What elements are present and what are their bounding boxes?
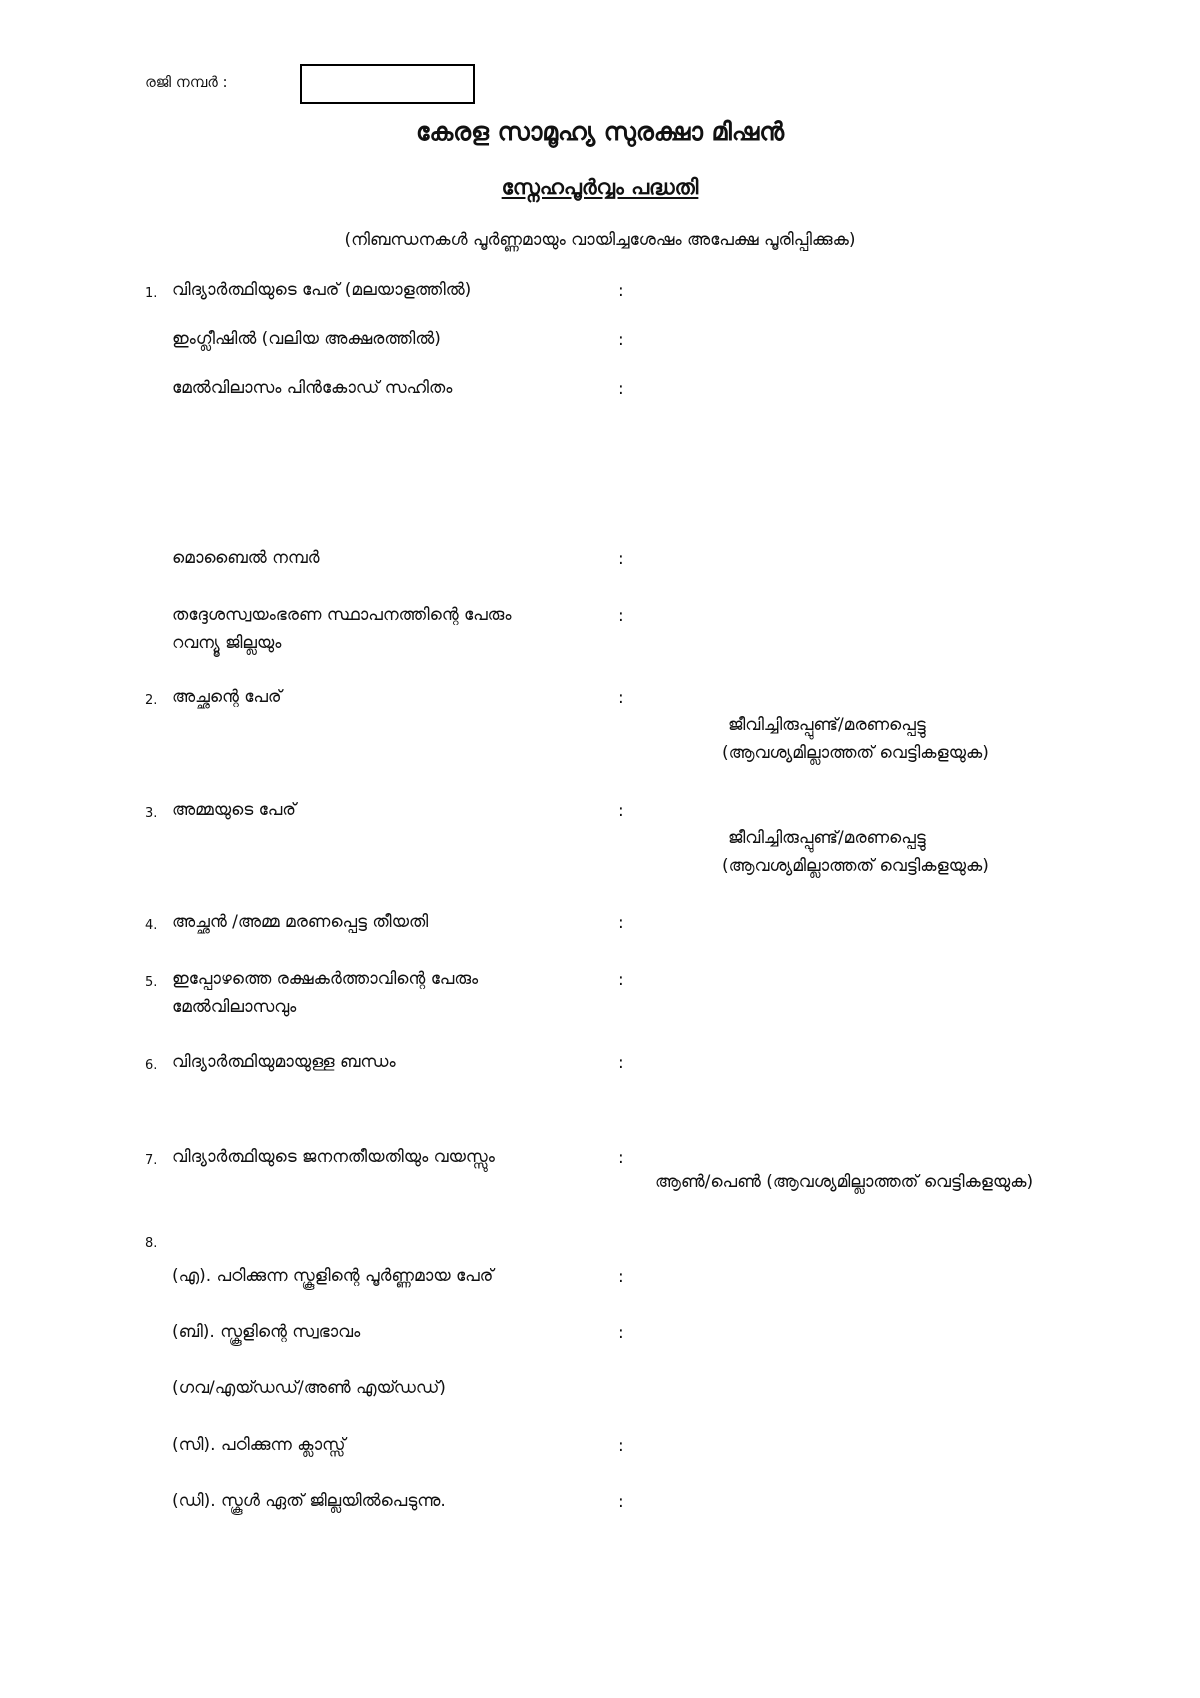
parent-death-date-label: അച്ഛൻ /അമ്മ മരണപ്പെട്ട തീയതി [172,912,429,932]
father-strike-note: (ആവശ്യമില്ലാത്തത് വെട്ടികളയുക) [722,743,989,763]
local-body-label-line2: റവന്യൂ ജില്ലയും [172,633,282,653]
colon-1d: : [618,549,624,569]
colon-1c: : [618,379,624,399]
mobile-number-label: മൊബൈൽ നമ്പർ [172,548,320,568]
colon-8b: : [618,1323,624,1343]
father-name-label: അച്ഛന്റെ പേര് [172,687,282,707]
colon-4: : [618,913,624,933]
school-name-label: (എ). പഠിക്കുന്ന സ്കൂളിന്റെ പൂർണ്ണമായ പേര് [172,1266,494,1286]
question-number-4: 4. [145,918,158,933]
address-label: മേൽവിലാസം പിൻകോഡ് സഹിതം [172,378,453,398]
question-number-5: 5. [145,975,158,990]
question-number-2: 2. [145,693,158,708]
page-title: കേരള സാമൂഹ്യ സുരക്ഷാ മിഷൻ [415,117,785,146]
colon-5: : [618,970,624,990]
guardian-label-line1: ഇപ്പോഴത്തെ രക്ഷകർത്താവിന്റെ പേരും [172,969,479,989]
registration-number-box[interactable] [300,64,475,104]
mother-strike-note: (ആവശ്യമില്ലാത്തത് വെട്ടികളയുക) [722,856,989,876]
colon-3: : [618,801,624,821]
school-type-options: (ഗവ/എയ്ഡഡ്/അൺ എയ്ഡഡ്) [172,1378,446,1398]
scheme-subtitle: സ്നേഹപൂർവ്വം പദ്ധതി [501,175,699,199]
guardian-label-line2: മേൽവിലാസവും [172,997,297,1017]
question-number-3: 3. [145,806,158,821]
local-body-label-line1: തദ്ദേശസ്വയംഭരണ സ്ഥാപനത്തിന്റെ പേരും [172,605,512,625]
class-label: (സി). പഠിക്കുന്ന ക്ലാസ്സ് [172,1435,346,1455]
relationship-label: വിദ്യാർത്ഥിയുമായുള്ള ബന്ധം [172,1052,396,1072]
student-name-malayalam-label: വിദ്യാർത്ഥിയുടെ പേര് (മലയാളത്തിൽ) [172,280,472,300]
colon-6: : [618,1053,624,1073]
colon-1: : [618,281,624,301]
colon-2: : [618,688,624,708]
father-status-options: ജീവിച്ചിരുപ്പുണ്ട്/മരണപ്പെട്ടു [728,715,926,735]
question-number-1: 1. [145,286,158,301]
student-name-english-label: ഇംഗ്ലീഷിൽ (വലിയ അക്ഷരത്തിൽ) [172,329,441,349]
colon-7: : [618,1148,624,1168]
school-type-label: (ബി). സ്കൂളിന്റെ സ്വഭാവം [172,1322,361,1342]
colon-8c: : [618,1436,624,1456]
mother-status-options: ജീവിച്ചിരുപ്പുണ്ട്/മരണപ്പെട്ടു [728,828,926,848]
question-number-6: 6. [145,1058,158,1073]
question-number-8: 8. [145,1236,158,1251]
colon-1b: : [618,330,624,350]
question-number-7: 7. [145,1153,158,1168]
mother-name-label: അമ്മയുടെ പേര് [172,800,296,820]
colon-1e: : [618,606,624,626]
colon-8a: : [618,1267,624,1287]
instruction-text: (നിബന്ധനകൾ പൂർണ്ണമായും വായിച്ചശേഷം അപേക്ഷ പൂരിപ്പിക്കുക) [344,230,856,250]
colon-8d: : [618,1492,624,1512]
gender-strike-note: ആൺ/പെൺ (ആവശ്യമില്ലാത്തത് വെട്ടികളയുക) [655,1172,1034,1192]
registration-number-label: രജി നമ്പർ : [145,73,228,91]
school-district-label: (ഡി). സ്കൂൾ ഏത് ജില്ലയിൽപെടുന്നു. [172,1491,446,1511]
dob-age-label: വിദ്യാർത്ഥിയുടെ ജനനതീയതിയും വയസ്സും [172,1147,495,1167]
